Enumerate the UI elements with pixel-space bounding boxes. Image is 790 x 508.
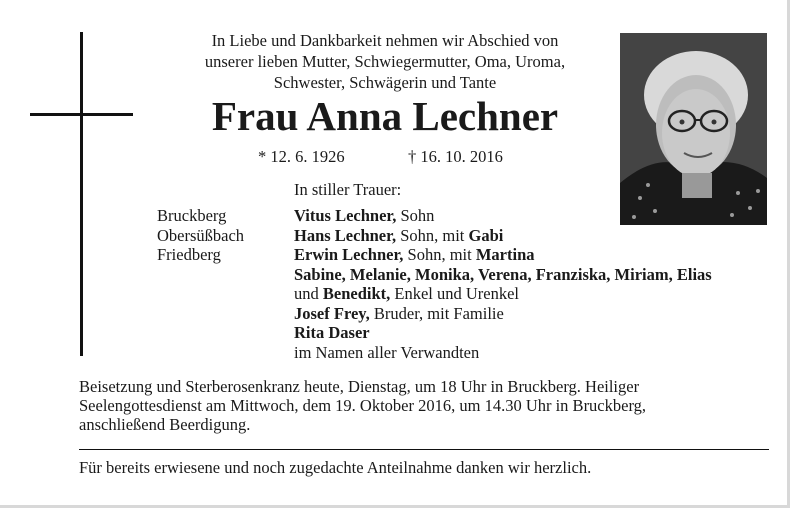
cross-icon-horizontal [30, 113, 133, 116]
mourners-heading: In stiller Trauer: [294, 180, 402, 199]
intro-line: In Liebe und Dankbarkeit nehmen wir Abschied von [211, 31, 559, 50]
intro-line: Schwester, Schwägerin und Tante [273, 73, 497, 92]
thanks-text: Für bereits erwiesene und noch zugedachte Anteilnahme danken wir herzlich. [79, 458, 592, 477]
divider [79, 449, 769, 450]
cross-icon-vertical [80, 32, 83, 356]
mourner-line: Vitus Lechner, Sohn [294, 206, 435, 225]
portrait-image [620, 33, 767, 225]
mourner-line: Rita Daser [294, 323, 370, 342]
birth-date: * 12. 6. 1926 [258, 147, 345, 166]
notice-line: anschließend Beerdigung. [79, 415, 251, 434]
notice-line: Seelengottesdienst am Mittwoch, dem 19. Oktober 2016, um 14.30 Uhr in Bruckberg, [79, 396, 647, 415]
funeral-notice [79, 377, 761, 434]
place-item: Friedberg [157, 245, 221, 264]
place-item: Obersüßbach [157, 225, 245, 245]
mourner-line: Sabine, Melanie, Monika, Verena, Franziska, Miriam, Elias [294, 264, 712, 284]
mourners-list [294, 206, 712, 362]
mourner-line: Erwin Lechner, Sohn, mit Martina [294, 245, 535, 264]
notice-line: Beisetzung und Sterberosenkranz heute, Dienstag, um 18 Uhr in Bruckberg. Heiliger [79, 377, 640, 396]
place-item: Bruckberg [157, 206, 227, 225]
mourner-line: Josef Frey, Bruder, mit Familie [294, 303, 504, 323]
portrait-photo [620, 33, 767, 225]
deceased-name: Frau Anna Lechner [211, 93, 559, 139]
intro-line: unserer lieben Mutter, Schwiegermutter, Oma, Uroma, [204, 52, 566, 71]
places-list [157, 206, 244, 265]
mourner-line: Hans Lechner, Sohn, mit Gabi [294, 225, 504, 245]
intro-text [150, 30, 620, 93]
mourner-line: im Namen aller Verwandten [294, 342, 480, 362]
mourner-line: und Benedikt, Enkel und Urenkel [294, 284, 520, 303]
death-date: † 16. 10. 2016 [408, 147, 503, 166]
